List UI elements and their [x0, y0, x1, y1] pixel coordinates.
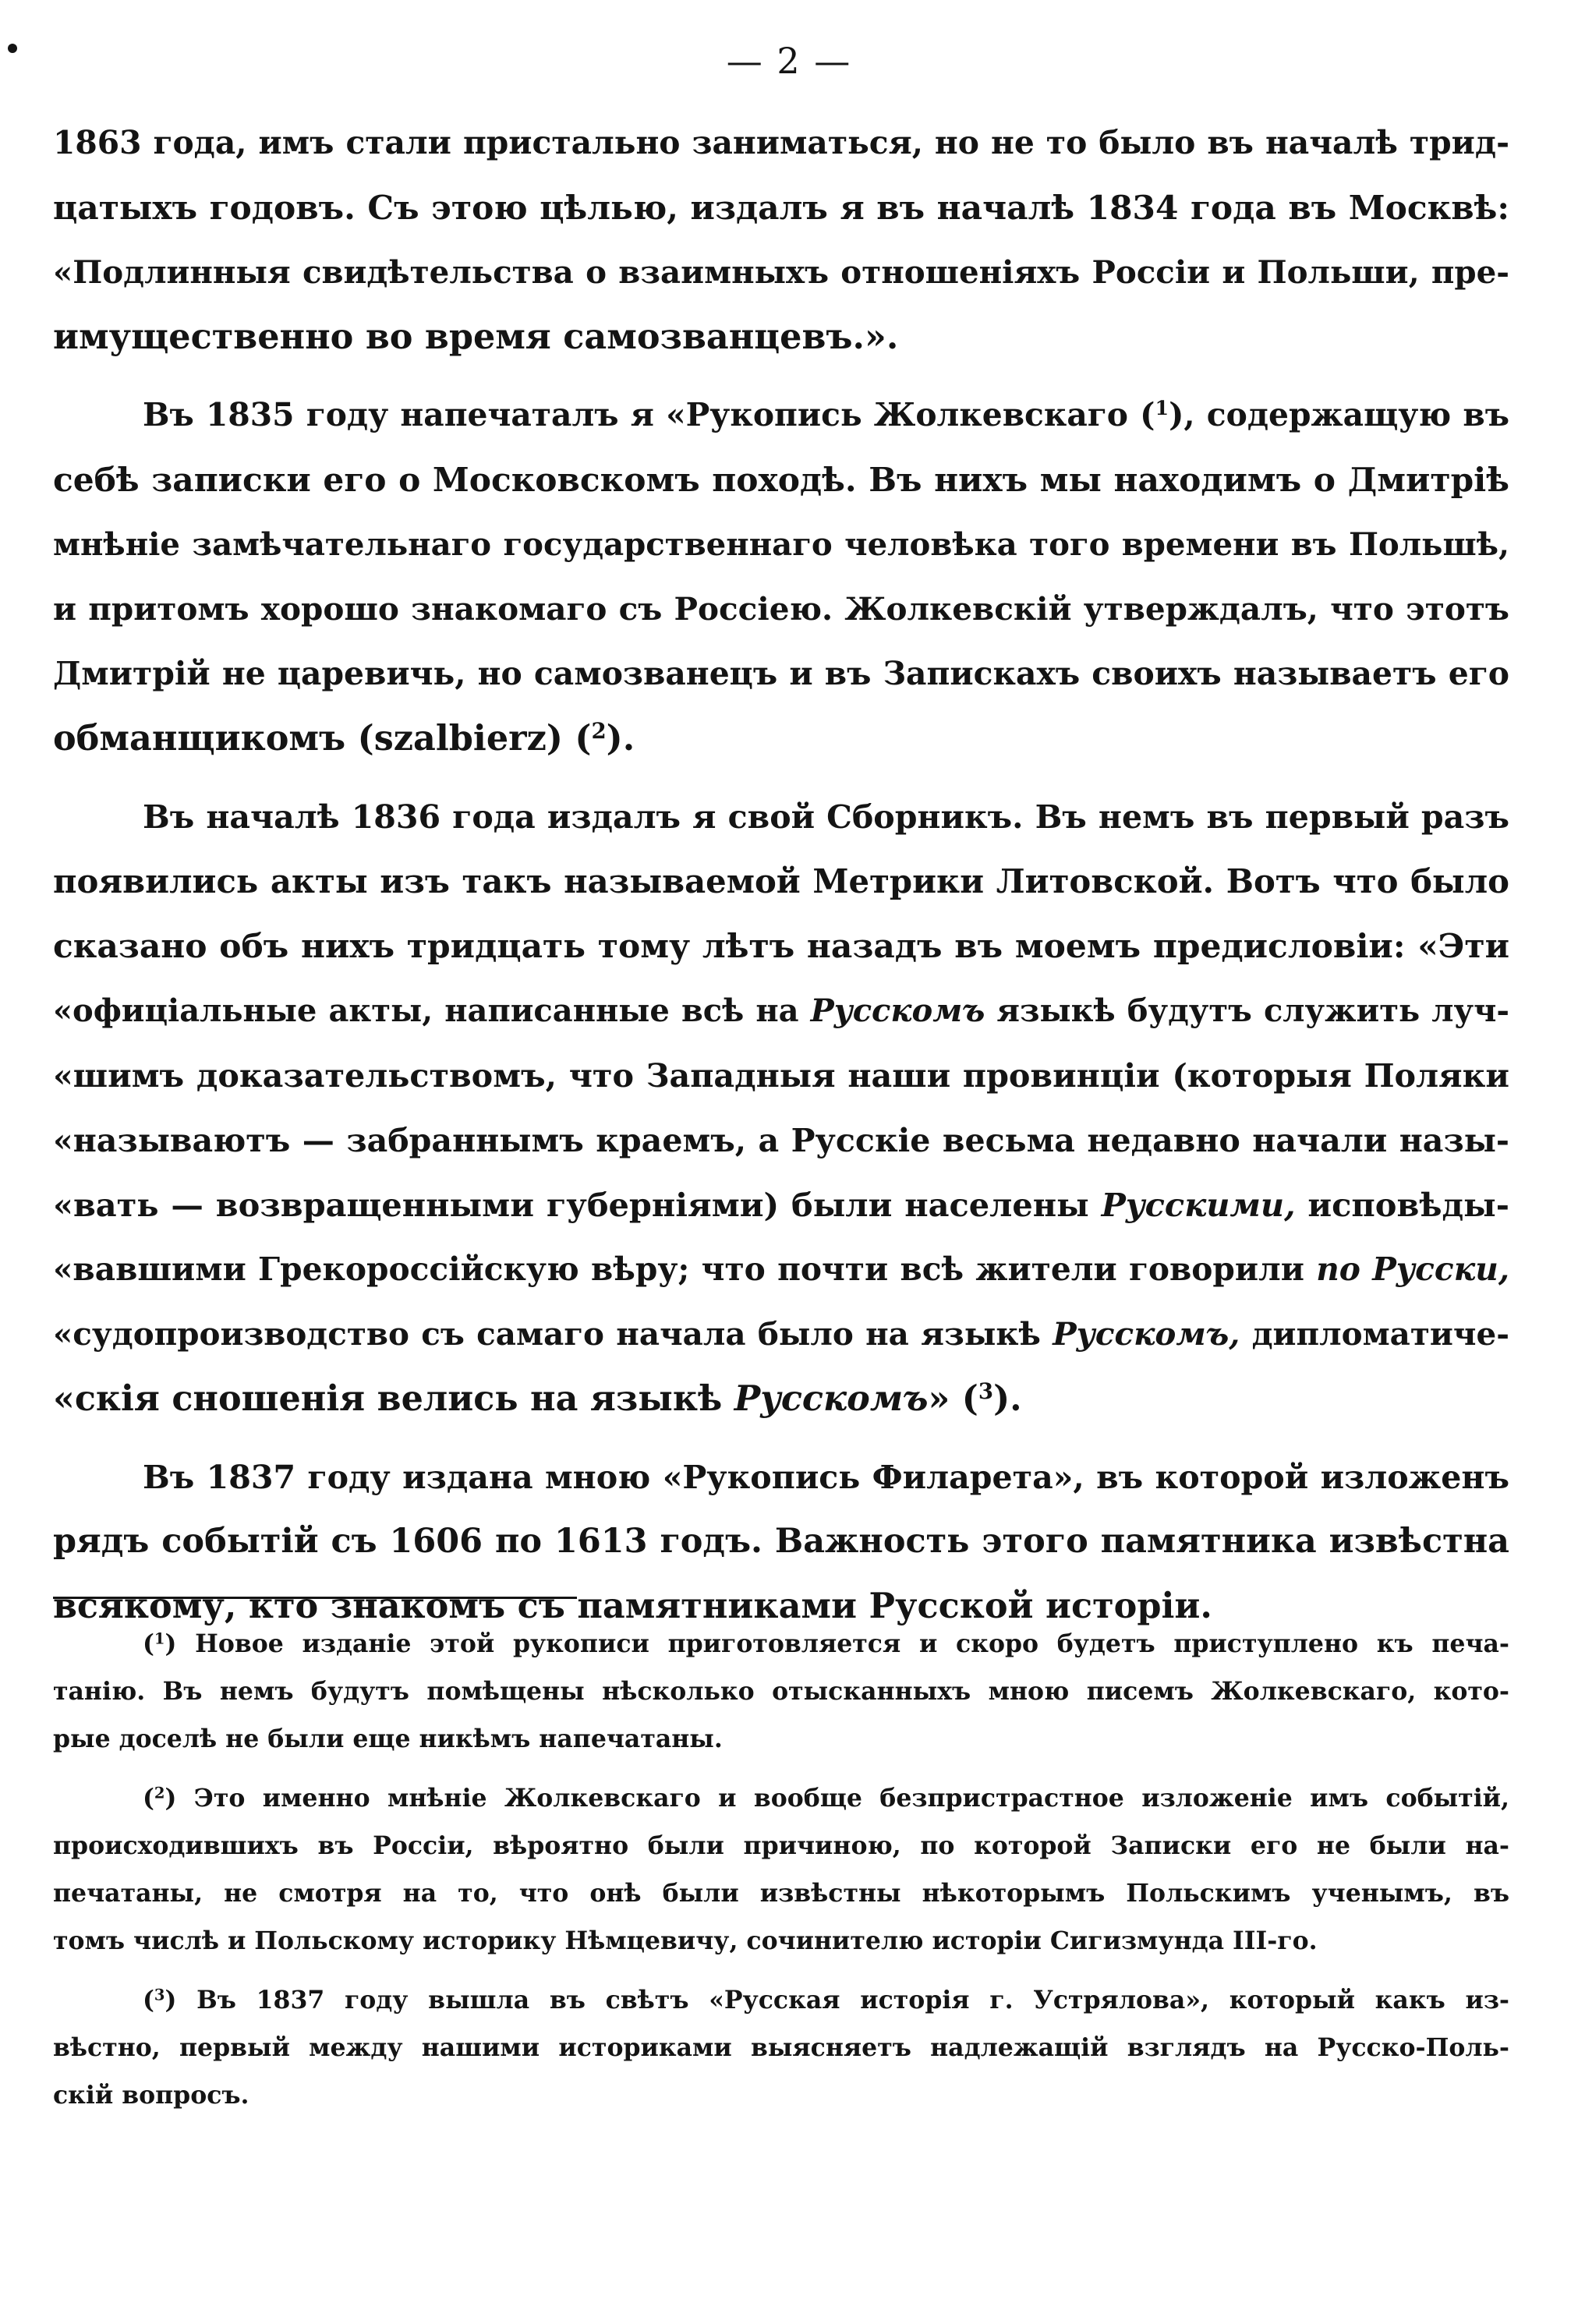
italic-word: Русскими,	[1101, 1186, 1296, 1224]
text-line: «скія сношенія велись на языкѣ Русскомъ» ($^3$).	[53, 1378, 1022, 1419]
text-line: Въ 1837 году издана мною «Рукопись Филарета», въ которой изложенъ	[143, 1458, 1509, 1496]
italic-word: Русскомъ,	[1053, 1315, 1240, 1353]
text-line: Дмитрій не царевичь, но самозванецъ и въ Запискахъ своихъ называетъ его	[53, 655, 1509, 692]
text-line: появились акты изъ такъ называемой Метрики Литовской. Вотъ что было	[53, 862, 1509, 900]
text-line: «судопроизводство съ самаго начала было на языкѣ Русскомъ, дипломатиче-	[53, 1315, 1509, 1353]
footnote-ref: 2	[591, 717, 607, 744]
text-line: себѣ записки его о Московскомъ походѣ. Въ нихъ мы находимъ о Дмитріѣ	[53, 460, 1509, 499]
text-line: и притомъ хорошо знакомаго съ Россіею. Жолкевскій утверждалъ, что этотъ	[53, 590, 1509, 628]
footnote-3-line: вѣстно, первый между нашими историками выясняетъ надлежащій взглядъ на Русско-Поль-	[53, 2033, 1509, 2062]
footnote-ref: 1	[1155, 396, 1169, 420]
text-line: «называютъ — забраннымъ краемъ, а Русскіе весьма недавно начали назы-	[53, 1121, 1509, 1159]
text-line: «шимъ доказательствомъ, что Западныя наши провинціи (которыя Поляки	[53, 1056, 1509, 1095]
text-line: 1863 года, имъ стали пристально заниматься, но не то было въ началѣ трид-	[53, 124, 1509, 161]
text-line: «вать — возвращенными губерніями) были населены Русскими, исповѣды-	[53, 1186, 1509, 1224]
footnote-3-line: ($^3$) Въ 1837 году вышла въ свѣтъ «Русская исторія г. Устрялова», который какъ из-	[143, 1986, 1509, 2014]
footnote-divider	[53, 1597, 577, 1599]
footnote-2-line: происходившихъ въ Россіи, вѣроятно были причиною, по которой Записки его не были на-	[53, 1831, 1509, 1860]
footnote-1-line: рые доселѣ не были еще никѣмъ напечатаны.	[53, 1724, 723, 1753]
text-line: обманщикомъ (szalbierz) ($^2$).	[53, 717, 635, 759]
footnote-3-line: скій вопросъ.	[53, 2081, 249, 2110]
text-line: «вавшими Грекороссійскую вѣру; что почти всѣ жители говорили по Русски,	[53, 1250, 1509, 1288]
text-line: Въ 1835 году напечаталъ я «Рукопись Жолкевскаго ($^1$), содержащую въ	[143, 396, 1509, 433]
text-line: «офиціальные акты, написанные всѣ на Русскомъ языкѣ будутъ служить луч-	[53, 992, 1509, 1029]
footnote-mark: 1	[154, 1629, 165, 1648]
text-line: имущественно во время самозванцевъ.».	[53, 317, 899, 357]
page-number: — 2 —	[726, 40, 852, 82]
text-line: всякому, кто знакомъ съ памятниками Русской исторіи.	[53, 1586, 1212, 1626]
footnotes	[53, 1620, 1509, 2119]
text-line: «Подлинныя свидѣтельства о взаимныхъ отношеніяхъ Россіи и Польши, пре-	[53, 253, 1509, 291]
text-line: Въ началѣ 1836 года издалъ я свой Сборникъ. Въ немъ въ первый разъ	[143, 798, 1509, 836]
footnote-1-line: ($^1$) Новое изданіе этой рукописи приготовляется и скоро будетъ приступлено къ печа-	[143, 1629, 1509, 1658]
footnote-ref: 3	[978, 1378, 994, 1404]
footnote-2-line: печатаны, не смотря на то, что онѣ были извѣстны нѣкоторымъ Польскимъ ученымъ, въ	[53, 1879, 1509, 1908]
italic-word: Русскомъ	[810, 992, 985, 1029]
footnote-mark: 3	[154, 1986, 165, 2004]
text-line: мнѣніе замѣчательнаго государственнаго человѣка того времени въ Польшѣ,	[53, 526, 1509, 563]
footnote-2-line: томъ числѣ и Польскому историку Нѣмцевичу, сочинителю исторіи Сигизмунда III-го.	[53, 1926, 1318, 1955]
text-line: рядъ событій съ 1606 по 1613 годъ. Важность этого памятника извѣстна	[53, 1522, 1509, 1561]
footnote-1-line: танію. Въ немъ будутъ помѣщены нѣсколько отысканныхъ мною писемъ Жолкевскаго, кото-	[53, 1677, 1509, 1706]
text-line: сказано объ нихъ тридцать тому лѣтъ назадъ въ моемъ предисловіи: «Эти	[53, 926, 1509, 965]
text-line: цатыхъ годовъ. Съ этою цѣлью, издалъ я въ началѣ 1834 года въ Москвѣ:	[53, 188, 1509, 227]
footnote-mark: 2	[154, 1784, 165, 1802]
footnote-2-line: ($^2$) Это именно мнѣніе Жолкевскаго и вообще безпристрастное изложеніе имъ событій,	[143, 1784, 1509, 1813]
main-text	[53, 111, 1509, 1639]
italic-word: по Русски,	[1316, 1250, 1509, 1288]
italic-word: Русскомъ	[734, 1378, 929, 1419]
